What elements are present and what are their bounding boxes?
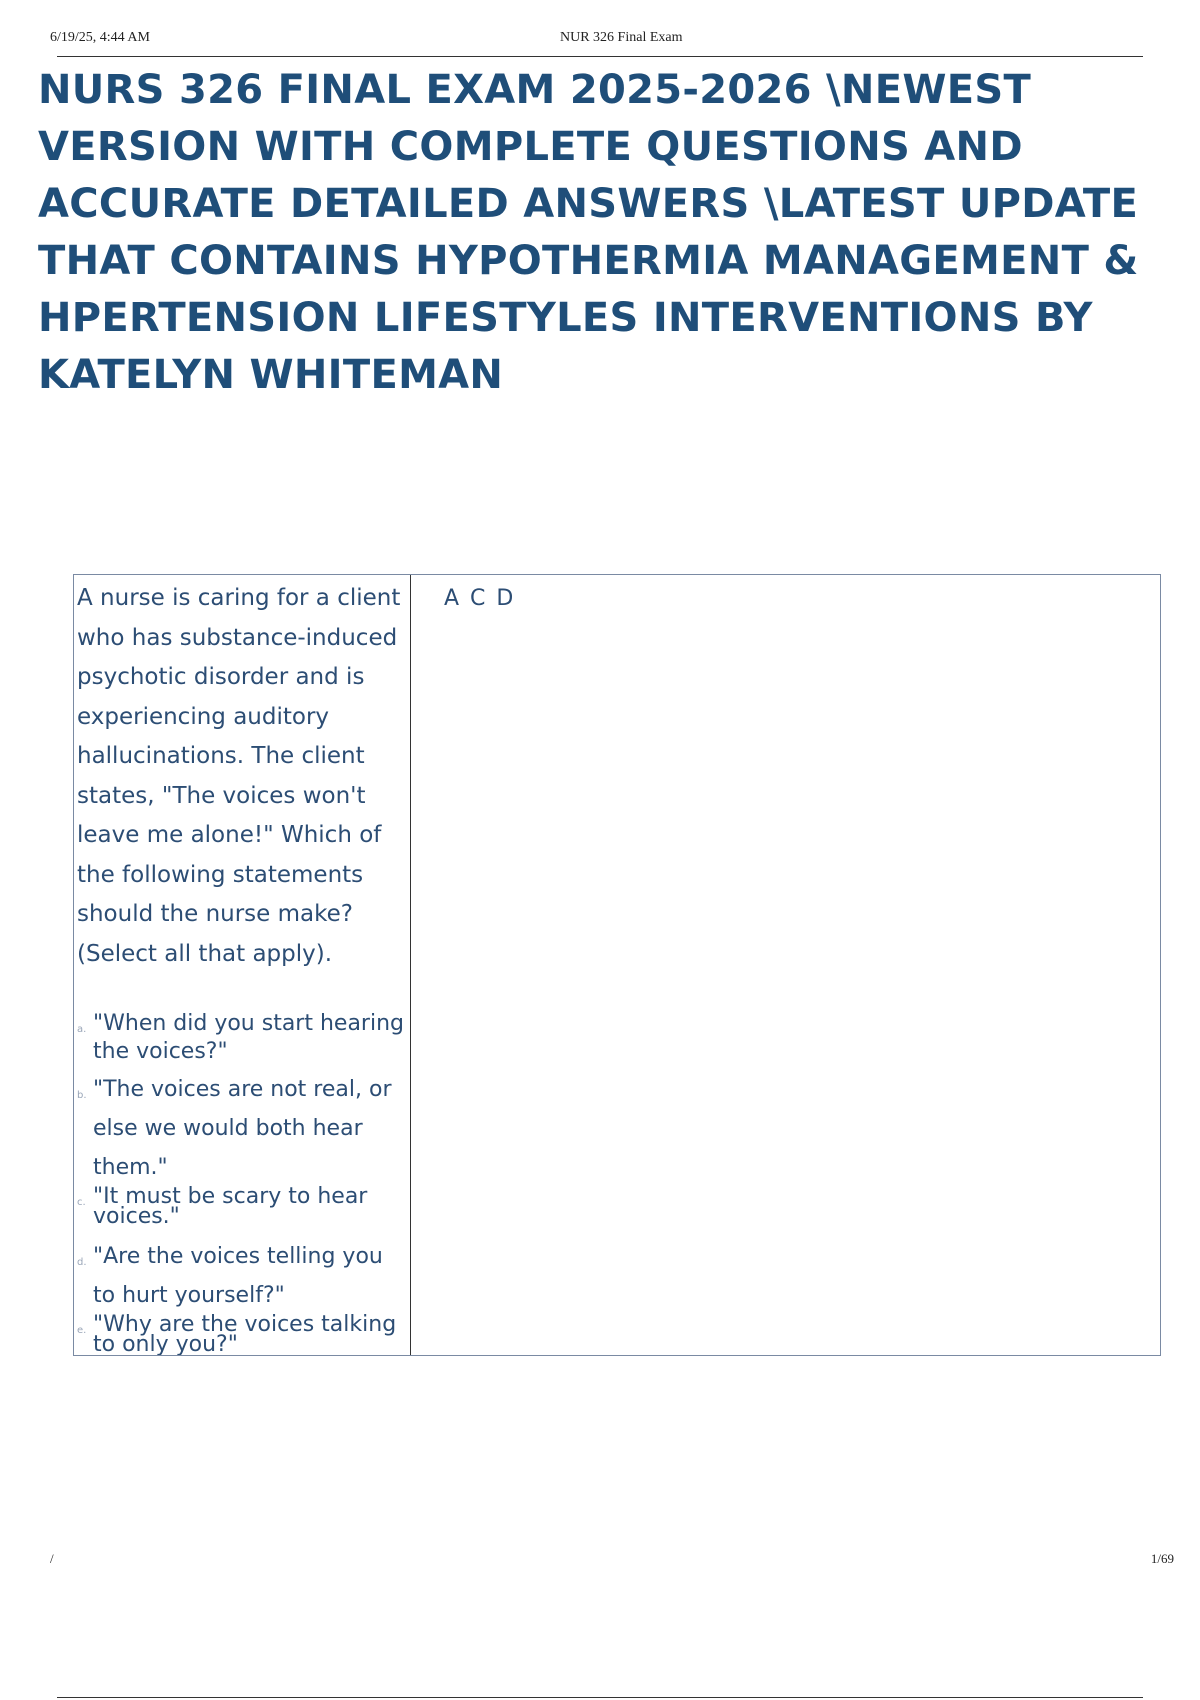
option-letter: a.	[77, 1024, 87, 1035]
option-letter: b.	[77, 1090, 87, 1101]
option-letter: e.	[77, 1325, 87, 1336]
document-title: NURS 326 FINAL EXAM 2025-2026 \NEWEST VERSION WITH COMPLETE QUESTIONS AND ACCURATE DETAILED ANSWERS \LATEST UPDATE THAT CONTAINS HYPOTHERMIA MANAGEMENT & HPERTENSION LIFESTYLES INTERVENTIONS BY KATELYN WHITEMAN	[38, 67, 1139, 398]
print-doc-title: NUR 326 Final Exam	[560, 30, 683, 45]
option-b	[77, 1070, 406, 1187]
option-text: "The voices are not real, or else we would both hear them."	[93, 1077, 392, 1180]
question-answer-table	[73, 574, 1161, 1356]
question-cell	[74, 575, 411, 1355]
print-date: 6/19/25, 4:44 AM	[50, 30, 150, 45]
answer-options-list	[77, 1010, 406, 1355]
option-letter: d.	[77, 1257, 87, 1268]
bottom-divider	[57, 1697, 1143, 1698]
answer-cell: A C D	[444, 586, 516, 611]
option-letter: c.	[77, 1197, 86, 1208]
option-text: "It must be scary to hear voices."	[93, 1184, 368, 1229]
option-text: "Are the voices telling you to hurt yourself?"	[93, 1244, 383, 1308]
print-footer	[50, 1551, 1174, 1571]
question-text: A nurse is caring for a client who has substance-induced psychotic disorder and is experiencing auditory hallucinations. The client states, "The voices won't leave me alone!" Which of the following statements should the nurse make? (Select all that apply).	[77, 585, 401, 967]
print-header	[50, 30, 1142, 50]
option-e	[77, 1312, 406, 1355]
header-divider	[57, 56, 1143, 57]
option-d	[77, 1237, 406, 1315]
footer-url: /	[50, 1551, 54, 1566]
option-c	[77, 1184, 406, 1229]
option-a	[77, 1010, 406, 1066]
option-text: "Why are the voices talking to only you?"	[93, 1312, 397, 1355]
page-number: 1/69	[1150, 1551, 1174, 1566]
option-text: "When did you start hearing the voices?"	[93, 1011, 404, 1064]
